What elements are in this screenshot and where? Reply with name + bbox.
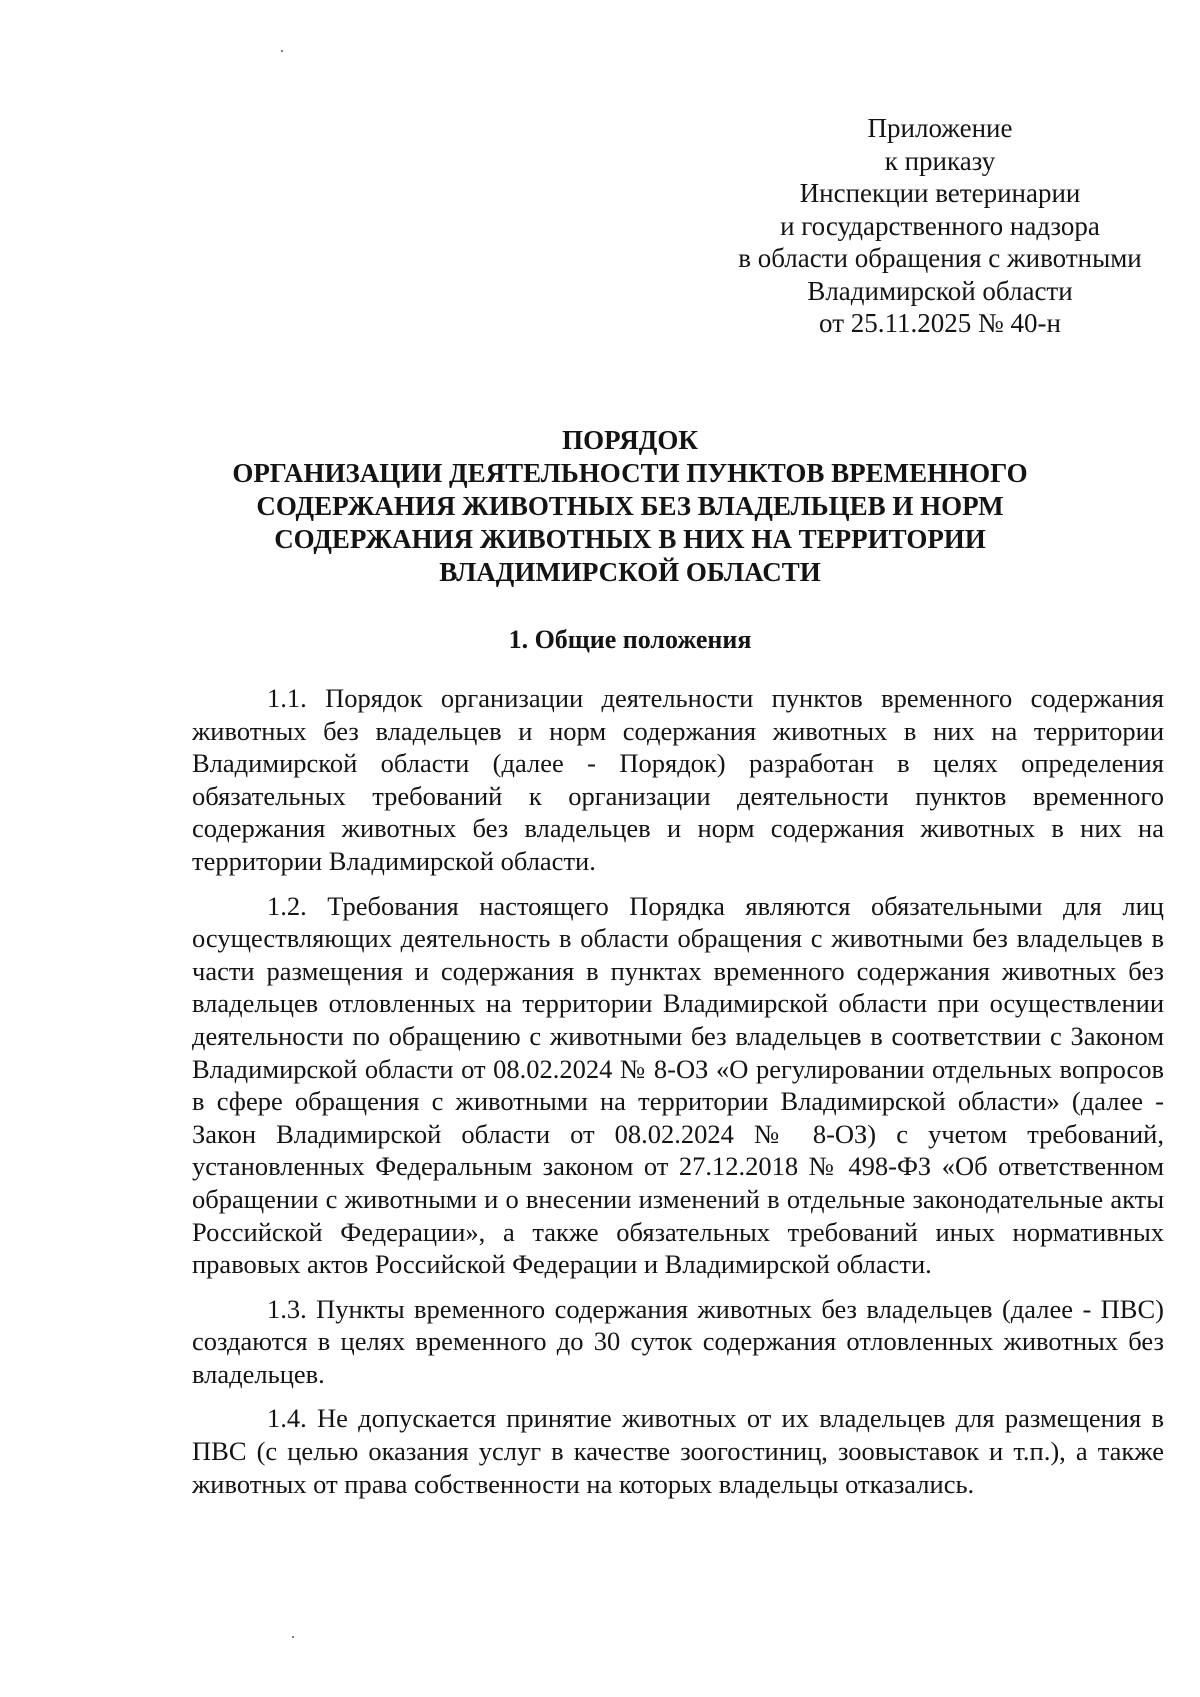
section-heading: 1. Общие положения: [508, 625, 752, 654]
title-line: ОРГАНИЗАЦИИ ДЕЯТЕЛЬНОСТИ ПУНКТОВ ВРЕМЕННОГО: [232, 458, 1028, 488]
appendix-line: и государственного надзора: [780, 210, 1100, 241]
paragraph-1-2: 1.2. Требования настоящего Порядка являются обязательными для лиц осуществляющих деятельность в области обращения с животными без владельцев в части размещения и содержания в пунктах временного содержания животных без владельцев отловленных на территории Владимирской области при осуществлении деятельности по обращению с животными без владельцев в соответствии с Законом Владимирской области от 08.02.2024 № 8-ОЗ «О регулировании отдельных вопросов в сфере обращения с животными на территории Владимирской области» (далее - Закон Владимирской области от 08.02.2024 № 8-ОЗ) с учетом требований, установленных Федеральным законом от 27.12.2018 № 498-ФЗ «Об ответственном обращении с животными и о внесении изменений в отдельные законодательные акты Российской Федерации», а также обязательных требований иных нормативных правовых актов Российской Федерации и Владимирской области.: [192, 890, 1164, 1280]
title-line: ВЛАДИМИРСКОЙ ОБЛАСТИ: [439, 557, 821, 587]
document-title: [180, 424, 1080, 589]
document-body: [192, 682, 1164, 1512]
appendix-line: Владимирской области: [807, 275, 1073, 306]
paragraph-1-1: 1.1. Порядок организации деятельности пунктов временного содержания животных без владельцев и норм содержания животных в них на территории Владимирской области (далее - Порядок) разработан в целях определения обязательных требований к организации деятельности пунктов временного содержания животных без владельцев и норм содержания животных в них на территории Владимирской области.: [192, 683, 1164, 876]
paragraph-1-4: 1.4. Не допускается принятие животных от их владельцев для размещения в ПВС (с целью оказания услуг в качестве зоогостиниц, зоовыставок и т.п.), а также животных от права собственности на которых владельцы отказались.: [192, 1403, 1164, 1499]
appendix-line: Приложение: [867, 113, 1013, 143]
scan-speck: [292, 1636, 294, 1638]
scan-speck: [281, 50, 283, 52]
title-line: СОДЕРЖАНИЯ ЖИВОТНЫХ В НИХ НА ТЕРРИТОРИИ: [274, 524, 986, 554]
title-line: ПОРЯДОК: [562, 425, 698, 455]
appendix-line: к приказу: [884, 145, 996, 176]
title-line: СОДЕРЖАНИЯ ЖИВОТНЫХ БЕЗ ВЛАДЕЛЬЦЕВ И НОРМ: [256, 491, 1004, 521]
appendix-line: Инспекции ветеринарии: [799, 178, 1081, 208]
appendix-line: от 25.11.2025 № 40-н: [819, 308, 1061, 338]
appendix-block: [720, 112, 1160, 340]
paragraph-1-3: 1.3. Пункты временного содержания животных без владельцев (далее - ПВС) создаются в целях временного до 30 суток содержания отловленных животных без владельцев.: [192, 1293, 1164, 1389]
appendix-line: в области обращения с животными: [738, 243, 1142, 273]
